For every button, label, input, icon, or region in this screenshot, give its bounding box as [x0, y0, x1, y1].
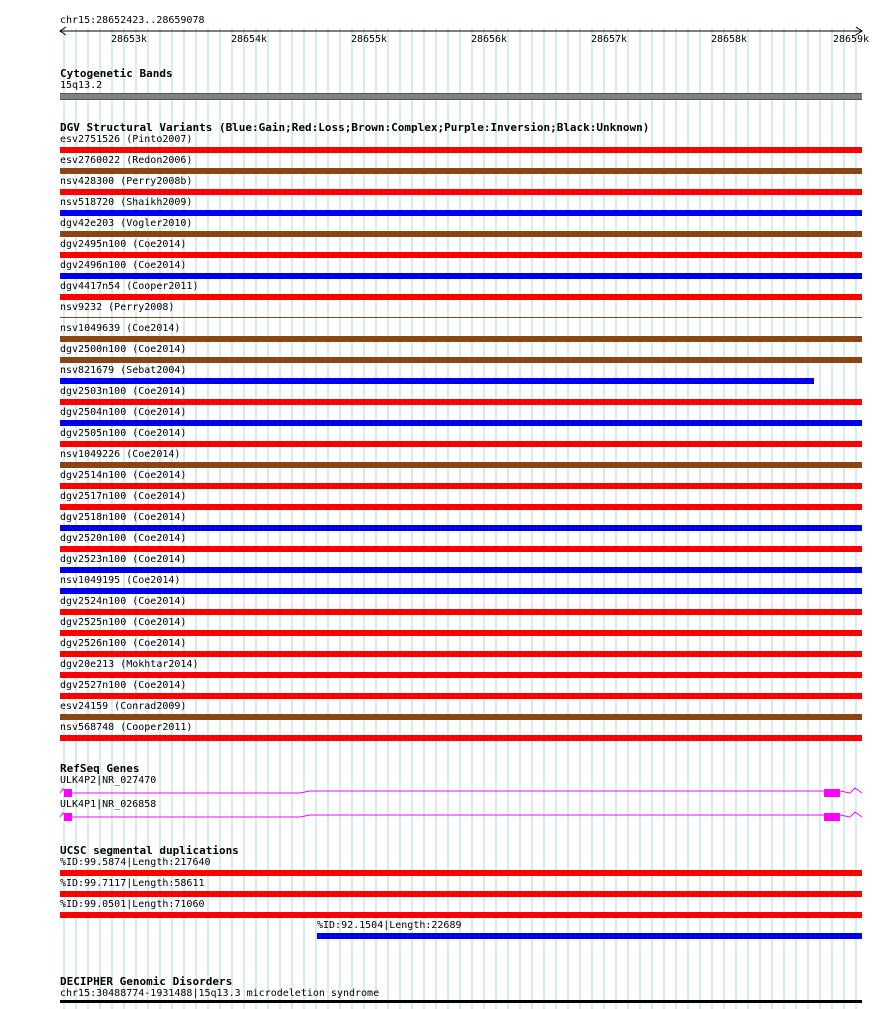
dgv-item-bar[interactable] — [60, 168, 862, 174]
dgv-item-label: dgv2495n100 (Coe2014) — [60, 239, 187, 250]
ruler-tick-label: 28657k — [590, 34, 628, 45]
dgv-item-bar[interactable] — [60, 147, 862, 153]
ruler-tick-label: 28655k — [350, 34, 388, 45]
dgv-item-bar[interactable] — [60, 357, 862, 363]
dgv-item-bar[interactable] — [60, 441, 862, 447]
gene-intron-line — [60, 788, 862, 793]
dgv-item-label: dgv4417n54 (Cooper2011) — [60, 281, 199, 292]
cytoband-bar[interactable] — [60, 93, 862, 100]
dgv-item-label: dgv42e203 (Vogler2010) — [60, 218, 193, 229]
dgv-item-label: dgv2517n100 (Coe2014) — [60, 491, 187, 502]
dgv-item-label: dgv2500n100 (Coe2014) — [60, 344, 187, 355]
gene-model[interactable] — [0, 810, 890, 824]
dgv-item-bar[interactable] — [60, 525, 862, 531]
dgv-item-bar[interactable] — [60, 567, 862, 573]
segdup-track-title: UCSC segmental duplications — [60, 844, 239, 857]
gene-exon — [64, 789, 72, 797]
dgv-item-bar[interactable] — [60, 735, 862, 741]
gene-model[interactable] — [0, 786, 890, 800]
cytoband-label: 15q13.2 — [60, 80, 103, 91]
segdup-item-bar[interactable] — [60, 891, 862, 897]
dgv-item-bar[interactable] — [60, 609, 862, 615]
dgv-item-label: nsv1049226 (Coe2014) — [60, 449, 181, 460]
dgv-item-bar[interactable] — [60, 420, 862, 426]
dgv-item-bar[interactable] — [60, 504, 862, 510]
ruler-tick-label: 28656k — [470, 34, 508, 45]
gene-label: ULK4P2|NR_027470 — [60, 775, 157, 786]
dgv-item-label: dgv2520n100 (Coe2014) — [60, 533, 187, 544]
gene-exon — [824, 813, 840, 821]
dgv-item-bar[interactable] — [60, 693, 862, 699]
dgv-item-label: dgv2526n100 (Coe2014) — [60, 638, 187, 649]
dgv-item-label: nsv428300 (Perry2008b) — [60, 176, 193, 187]
gene-label: ULK4P1|NR_026858 — [60, 799, 157, 810]
dgv-item-label: nsv1049639 (Coe2014) — [60, 323, 181, 334]
segdup-item-bar[interactable] — [317, 933, 862, 939]
segdup-item-label: %ID:99.0501|Length:71060 — [60, 899, 205, 910]
ruler-tick-label: 28659k — [832, 34, 870, 45]
dgv-item-bar[interactable] — [60, 273, 862, 279]
ruler-tick-label: 28654k — [230, 34, 268, 45]
dgv-item-label: nsv1049195 (Coe2014) — [60, 575, 181, 586]
dgv-item-label: dgv2527n100 (Coe2014) — [60, 680, 187, 691]
dgv-item-bar[interactable] — [60, 651, 862, 657]
dgv-item-label: dgv2504n100 (Coe2014) — [60, 407, 187, 418]
dgv-item-bar[interactable] — [60, 588, 862, 594]
dgv-item-label: dgv2523n100 (Coe2014) — [60, 554, 187, 565]
decipher-track-title: DECIPHER Genomic Disorders — [60, 975, 233, 988]
dgv-item-label: dgv2496n100 (Coe2014) — [60, 260, 187, 271]
dgv-track-title: DGV Structural Variants (Blue:Gain;Red:Loss;Brown:Complex;Purple:Inversion;Black:Unknown) — [60, 121, 650, 134]
dgv-item-bar[interactable] — [60, 210, 862, 216]
segdup-item-label: %ID:99.7117|Length:58611 — [60, 878, 205, 889]
dgv-item-bar[interactable] — [60, 336, 862, 342]
gene-exon — [824, 789, 840, 797]
dgv-item-label: nsv9232 (Perry2008) — [60, 302, 175, 313]
dgv-item-bar[interactable] — [60, 317, 862, 318]
segdup-item-label: %ID:92.1504|Length:22689 — [317, 920, 462, 931]
ruler-tick-label: 28658k — [710, 34, 748, 45]
dgv-item-label: nsv518720 (Shaikh2009) — [60, 197, 193, 208]
segdup-item-label: %ID:99.5874|Length:217640 — [60, 857, 211, 868]
dgv-item-label: dgv20e213 (Mokhtar2014) — [60, 659, 199, 670]
refseq-track-title: RefSeq Genes — [60, 762, 140, 775]
ruler-tick-label: 28653k — [110, 34, 148, 45]
dgv-item-label: dgv2505n100 (Coe2014) — [60, 428, 187, 439]
dgv-item-bar[interactable] — [60, 546, 862, 552]
dgv-item-label: dgv2525n100 (Coe2014) — [60, 617, 187, 628]
dgv-item-bar[interactable] — [60, 399, 862, 405]
segdup-item-bar[interactable] — [60, 870, 862, 876]
gene-intron-line — [60, 812, 862, 817]
segdup-item-bar[interactable] — [60, 912, 862, 918]
dgv-item-bar[interactable] — [60, 672, 862, 678]
dgv-item-label: nsv821679 (Sebat2004) — [60, 365, 187, 376]
dgv-item-bar[interactable] — [60, 462, 862, 468]
dgv-item-bar[interactable] — [60, 378, 814, 384]
decipher-item-bar[interactable] — [60, 1000, 862, 1003]
dgv-item-label: dgv2514n100 (Coe2014) — [60, 470, 187, 481]
dgv-item-label: dgv2518n100 (Coe2014) — [60, 512, 187, 523]
dgv-item-bar[interactable] — [60, 483, 862, 489]
cytoband-title: Cytogenetic Bands — [60, 67, 173, 80]
dgv-item-bar[interactable] — [60, 630, 862, 636]
dgv-item-label: esv24159 (Conrad2009) — [60, 701, 187, 712]
dgv-item-bar[interactable] — [60, 714, 862, 720]
dgv-item-label: nsv568748 (Cooper2011) — [60, 722, 193, 733]
dgv-item-label: dgv2503n100 (Coe2014) — [60, 386, 187, 397]
dgv-item-bar[interactable] — [60, 231, 862, 237]
dgv-item-label: dgv2524n100 (Coe2014) — [60, 596, 187, 607]
ruler-location: chr15:28652423..28659078 — [60, 15, 205, 26]
decipher-item-label: chr15:30488774-1931488|15q13.3 microdeletion syndrome — [60, 988, 380, 999]
dgv-item-bar[interactable] — [60, 252, 862, 258]
dgv-item-label: esv2760022 (Redon2006) — [60, 155, 193, 166]
dgv-item-label: esv2751526 (Pinto2007) — [60, 134, 193, 145]
dgv-item-bar[interactable] — [60, 189, 862, 195]
gene-exon — [64, 813, 72, 821]
dgv-item-bar[interactable] — [60, 294, 862, 300]
